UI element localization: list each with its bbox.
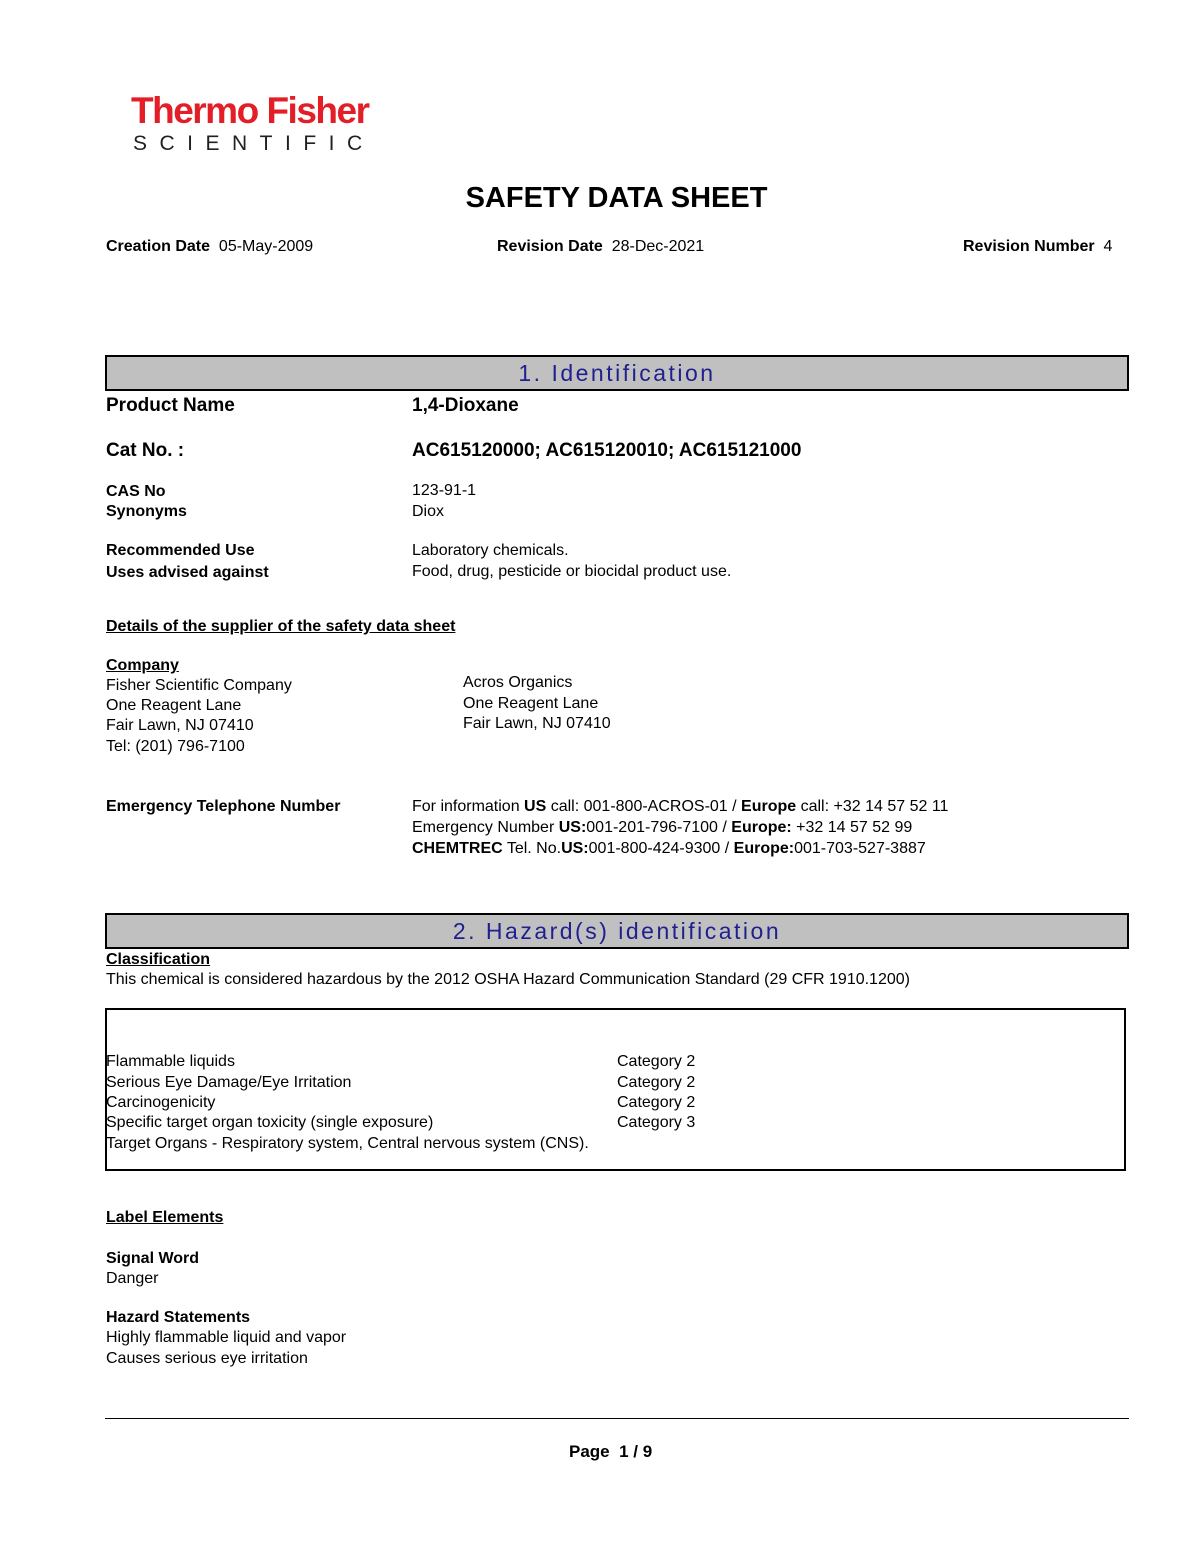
revision-number-value: 4 bbox=[1103, 238, 1113, 255]
document-title: SAFETY DATA SHEET bbox=[465, 182, 768, 214]
company-line: Fair Lawn, NJ 07410 bbox=[106, 717, 254, 734]
company-heading: Company bbox=[106, 657, 179, 674]
revision-number bbox=[963, 237, 1112, 257]
creation-date-value: 05-May-2009 bbox=[218, 238, 314, 255]
footer-divider bbox=[105, 1418, 1129, 1419]
emergency-text: Emergency Number bbox=[412, 819, 559, 836]
synonyms-label: Synonyms bbox=[106, 503, 187, 520]
us-label: US: bbox=[561, 840, 589, 857]
target-organs: Target Organs - Respiratory system, Central nervous system (CNS). bbox=[106, 1135, 589, 1152]
synonyms-value: Diox bbox=[412, 503, 445, 520]
section-2-header: 2. Hazard(s) identification bbox=[105, 913, 1129, 949]
europe-label: Europe: bbox=[733, 840, 795, 857]
hazard-statement: Highly flammable liquid and vapor bbox=[106, 1329, 347, 1346]
chemtrec-label: CHEMTREC bbox=[412, 840, 503, 857]
hazard-category: Category 2 bbox=[617, 1094, 696, 1111]
product-name-value: 1,4-Dioxane bbox=[412, 395, 519, 416]
recommended-use-value: Laboratory chemicals. bbox=[412, 542, 569, 559]
revision-number-label: Revision Number bbox=[963, 238, 1095, 255]
hazard-name: Flammable liquids bbox=[106, 1053, 235, 1070]
signal-word-label: Signal Word bbox=[106, 1250, 200, 1267]
recommended-use-label: Recommended Use bbox=[106, 542, 255, 559]
hazard-name: Specific target organ toxicity (single exposure) bbox=[106, 1114, 434, 1131]
page-value: 1 / 9 bbox=[619, 1442, 653, 1461]
uses-advised-against-value: Food, drug, pesticide or biocidal product use. bbox=[412, 563, 732, 580]
hazard-category: Category 3 bbox=[617, 1114, 696, 1131]
acros-line: Acros Organics bbox=[463, 674, 573, 691]
hazard-category: Category 2 bbox=[617, 1074, 696, 1091]
company-line: One Reagent Lane bbox=[106, 697, 242, 714]
cat-no-value: AC615120000; AC615120010; AC615121000 bbox=[412, 440, 802, 461]
emergency-text: For information bbox=[412, 798, 525, 815]
section-1-header: 1. Identification bbox=[105, 355, 1129, 391]
hazard-name: Carcinogenicity bbox=[106, 1094, 216, 1111]
signal-word-value: Danger bbox=[106, 1270, 159, 1287]
creation-date-label: Creation Date bbox=[106, 238, 211, 255]
europe-label: Europe bbox=[741, 798, 797, 815]
us-label: US bbox=[524, 798, 547, 815]
emergency-text: 001-703-527-3887 bbox=[794, 840, 926, 857]
emergency-text: call: 001-800-ACROS-01 / bbox=[546, 798, 742, 815]
europe-label: Europe: bbox=[731, 819, 792, 836]
acros-line: One Reagent Lane bbox=[463, 695, 599, 712]
emergency-text: 001-201-796-7100 / bbox=[586, 819, 732, 836]
cas-no-value: 123-91-1 bbox=[412, 482, 477, 499]
page-indicator bbox=[569, 1442, 652, 1462]
company-line: Fisher Scientific Company bbox=[106, 677, 292, 694]
thermo-fisher-logo: Thermo Fisher bbox=[131, 90, 369, 131]
cat-no-label: Cat No. : bbox=[106, 440, 185, 461]
hazard-category: Category 2 bbox=[617, 1053, 696, 1070]
acros-line: Fair Lawn, NJ 07410 bbox=[463, 715, 611, 732]
emergency-text: Tel. No. bbox=[502, 840, 562, 857]
creation-date bbox=[106, 237, 313, 257]
emergency-telephone-label: Emergency Telephone Number bbox=[106, 798, 341, 815]
revision-date-value: 28-Dec-2021 bbox=[611, 238, 705, 255]
classification-heading: Classification bbox=[106, 951, 211, 968]
product-name-label: Product Name bbox=[106, 395, 235, 416]
company-line: Tel: (201) 796-7100 bbox=[106, 738, 245, 755]
emergency-text: call: +32 14 57 52 11 bbox=[796, 798, 949, 815]
revision-date-label: Revision Date bbox=[497, 238, 603, 255]
classification-text: This chemical is considered hazardous by the 2012 OSHA Hazard Communication Standard (29 CFR 1910.1200) bbox=[106, 971, 910, 988]
cas-no-label: CAS No bbox=[106, 483, 166, 500]
supplier-details-heading: Details of the supplier of the safety data sheet bbox=[106, 618, 456, 635]
emergency-text: 001-800-424-9300 / bbox=[588, 840, 734, 857]
hazard-name: Serious Eye Damage/Eye Irritation bbox=[106, 1074, 352, 1091]
hazard-statements-label: Hazard Statements bbox=[106, 1309, 251, 1326]
revision-date bbox=[497, 237, 704, 257]
scientific-logo-text: SCIENTIFIC bbox=[133, 132, 375, 155]
us-label: US: bbox=[558, 819, 587, 836]
emergency-line-1 bbox=[412, 797, 948, 817]
emergency-text: +32 14 57 52 99 bbox=[791, 819, 913, 836]
label-elements-heading: Label Elements bbox=[106, 1209, 224, 1226]
hazard-statement: Causes serious eye irritation bbox=[106, 1350, 308, 1367]
emergency-line-3 bbox=[412, 839, 926, 859]
emergency-line-2 bbox=[412, 818, 912, 838]
page-label: Page bbox=[569, 1442, 610, 1461]
uses-advised-against-label: Uses advised against bbox=[106, 564, 269, 581]
